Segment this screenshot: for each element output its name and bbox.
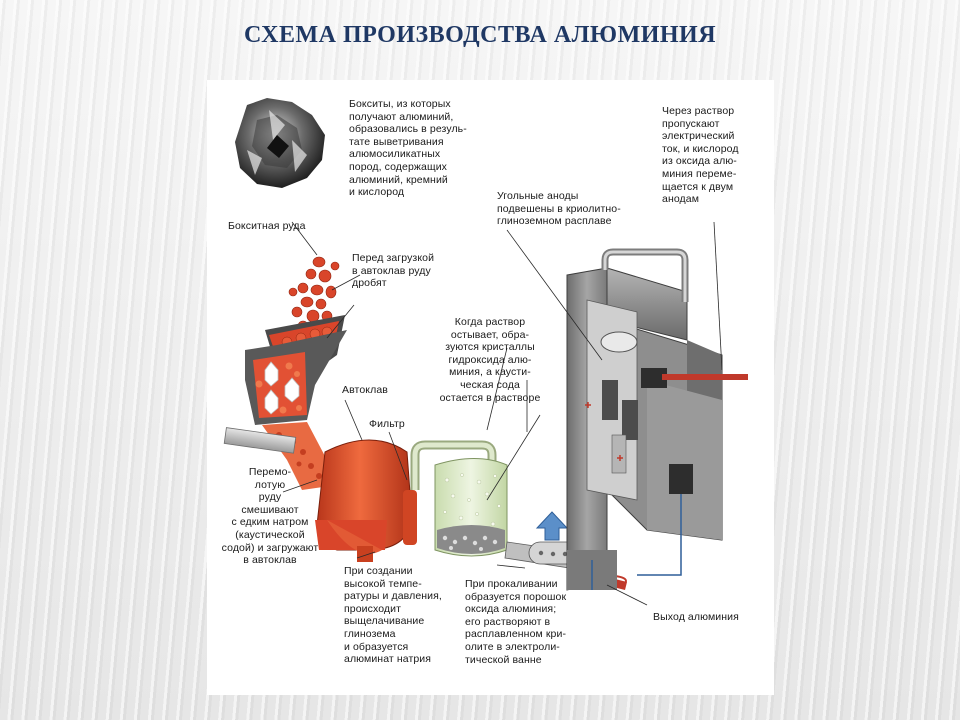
bauxite-ore-label: Бокситная руда	[228, 220, 306, 232]
up-arrow-icon	[537, 512, 567, 540]
leaching-label: При создании высокой темпе- ратуры и давления, происходит выщелачивание глинозема и образуется алюминат натрия	[344, 565, 442, 666]
slide-title: СХЕМА ПРОИЗВОДСТВА АЛЮМИНИЯ	[243, 22, 717, 48]
autoclave-tank	[315, 440, 417, 562]
mixing-label: Перемо- лотую руду смешивают с едким натром (каустической содой) и загружают в автоклав	[221, 466, 319, 567]
aluminium-out-label: Выход алюминия	[653, 611, 739, 623]
crystallizer-tank	[435, 459, 507, 557]
anodes-label: Угольные аноды подвешены в криолитно- глиноземном расплаве	[497, 190, 621, 228]
bauxite-origin-label: Бокситы, из которых получают алюминий, образовались в резуль- тате выветривания алюмосиликатных пород, содержащих алюминий, кремний и кислород	[349, 98, 467, 199]
filter-label: Фильтр	[369, 418, 405, 430]
electrolytic-cell	[567, 252, 748, 590]
autoclave-label: Автоклав	[342, 384, 388, 396]
crushing-label: Перед загрузкой в автоклав руду дробят	[352, 252, 435, 290]
calcining-label: При прокаливании образуется порошок оксида алюминия; его растворяют в расплавленном кри- олите в электроли- тической ванне	[465, 578, 567, 666]
bauxite-rock-image	[235, 98, 325, 188]
current-label: Через раствор пропускают электрический ток, и кислород из оксида алю- миния переме- щается к двум анодам	[662, 105, 739, 206]
crystals-label: Когда раствор остывает, обра- зуются кристаллы гидроксида алю- миния, а каусти- ческая сода остается в растворе	[439, 316, 541, 404]
crusher-hopper	[245, 315, 347, 425]
diagram-panel	[207, 80, 774, 695]
